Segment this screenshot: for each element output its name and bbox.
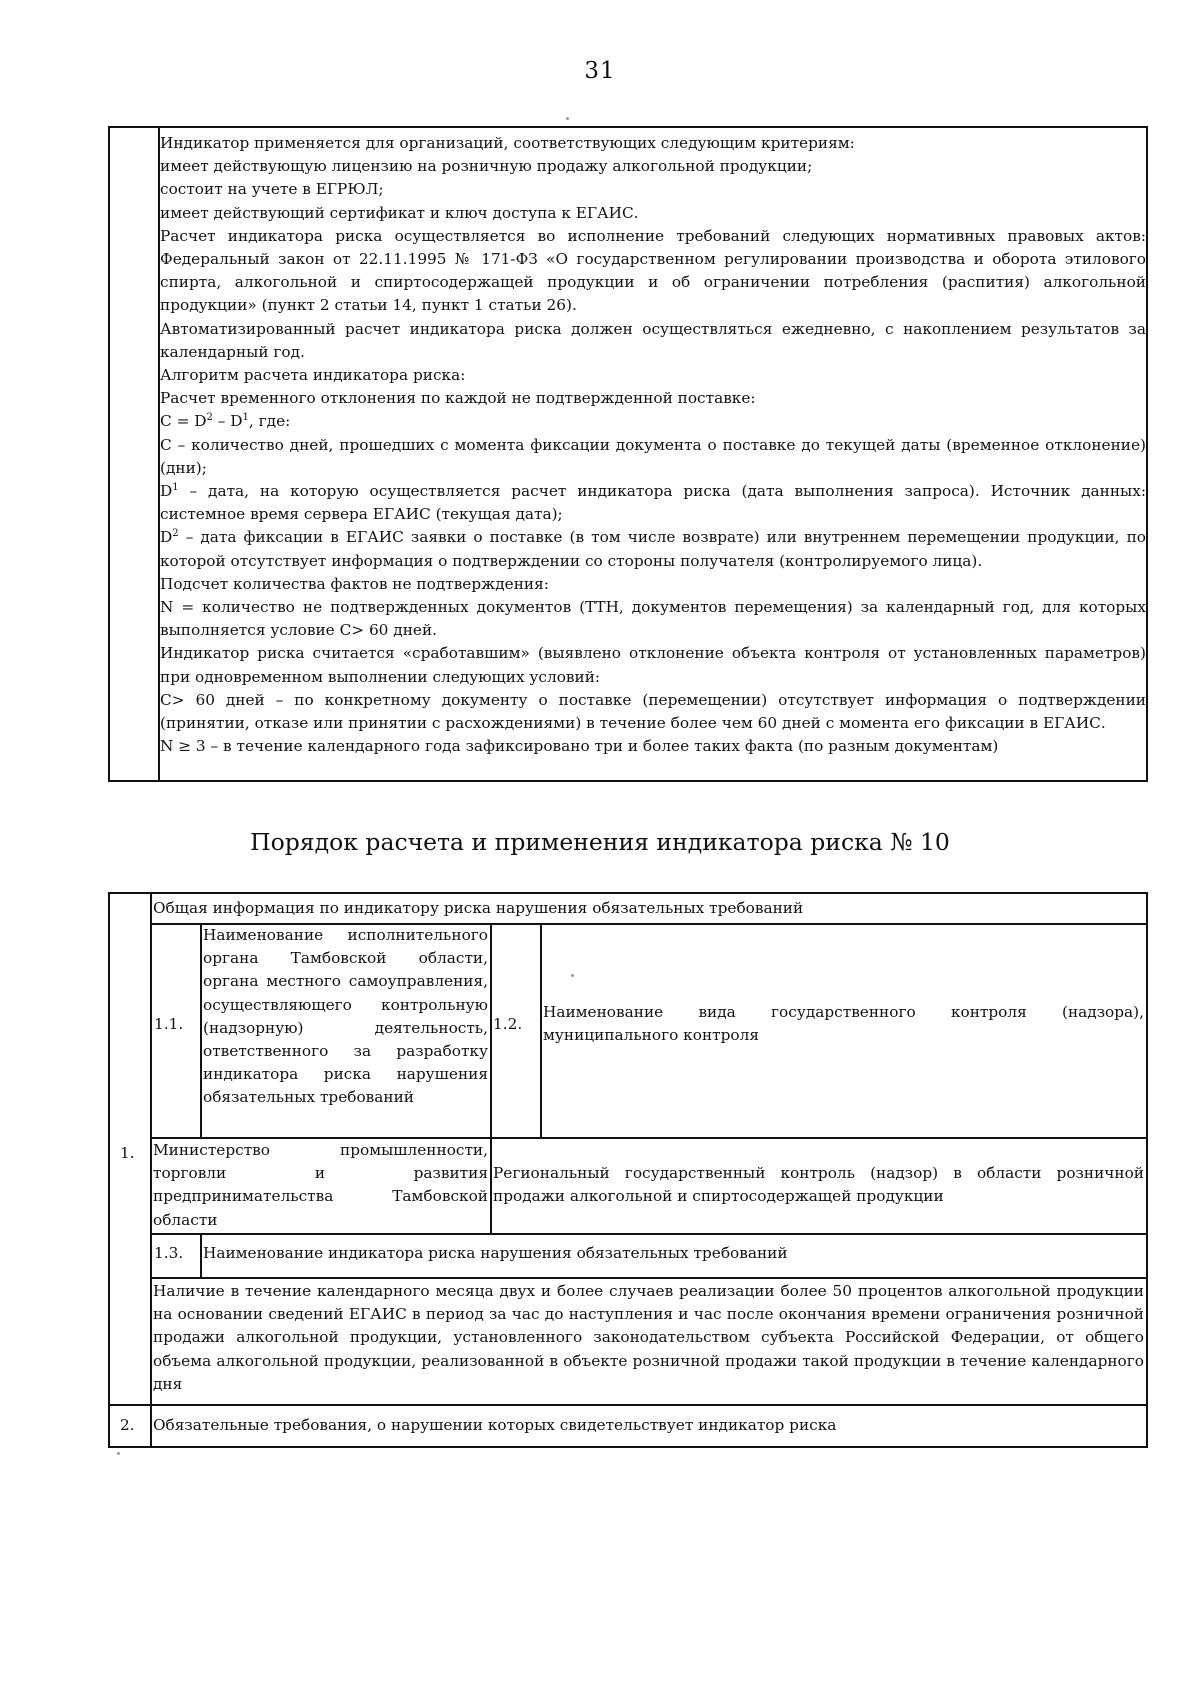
indicator-name-value: Наличие в течение календарного месяца двух и более случаев реализации более 50 процентов алкогольной продукции на основании сведений ЕГАИС в период за час до наступления и час после окончания времени ограничения розничной продажи алкогольной продукции, установленного законодательством субъекта Российской Федерации, от общего объема алкогольной продукции, реализованной в объекте розничной продажи такой продукции в течение календарного дня	[153, 1282, 1144, 1393]
row-number-1: 1.	[120, 1144, 135, 1162]
column-divider	[200, 923, 202, 1137]
section-title: Порядок расчета и применения индикатора риска № 10	[250, 828, 950, 856]
method-text	[160, 132, 1146, 758]
definition-d1: $D^1$ – дата, на которую осуществляется расчет индикатора риска (дата выполнения запроса). Источник данных: системное время сервера ЕГАИС (текущая дата);	[160, 481, 1146, 524]
indicator-10-table	[108, 892, 1148, 1448]
criteria-intro: Индикатор применяется для организаций, соответствующих следующим критериям:	[160, 134, 855, 152]
calculation-frequency: Автоматизированный расчет индикатора риска должен осуществляться ежедневно, с накоплением результатов за календарный год.	[160, 319, 1146, 361]
row-divider	[150, 1233, 1146, 1235]
control-type-value: Региональный государственный контроль (надзор) в области розничной продажи алкогольной и спиртосодержащей продукции	[493, 1164, 1144, 1206]
authority-value: Министерство промышленности, торговли и развития предпринимательства Тамбовской области	[153, 1141, 488, 1229]
row-number-2: 2.	[120, 1416, 135, 1434]
criteria-license: имеет действующую лицензию на розничную продажу алкогольной продукции;	[160, 157, 813, 176]
item-number-1-2: 1.2.	[493, 1015, 523, 1033]
column-divider	[150, 894, 152, 1446]
authority-label: Наименование исполнительного органа Тамбовской области, органа местного самоуправления, осуществляющего контрольную (надзорную) деятельность, ответственного за разработку индикатора риска нарушения обязательных требований	[203, 926, 488, 1107]
scan-speck	[117, 1452, 120, 1455]
column-divider	[200, 1233, 202, 1277]
row-divider	[150, 1277, 1146, 1279]
column-divider	[540, 923, 542, 1137]
scan-speck	[566, 117, 569, 120]
general-info-header: Общая информация по индикатору риска нарушения обязательных требований	[153, 899, 804, 917]
algorithm-heading: Алгоритм расчета индикатора риска:	[160, 366, 466, 385]
definition-c: C – количество дней, прошедших с момента фиксации документа о поставке до текущей даты (временное отклонение) (дни);	[160, 435, 1146, 477]
trigger-conditions: Индикатор риска считается «сработавшим» (выявлено отклонение объекта контроля от установленных параметров) при одновременном выполнении следующих условий:	[160, 644, 1146, 686]
item-number-1-3: 1.3.	[154, 1244, 184, 1262]
page-number: 31	[584, 58, 616, 84]
criteria-certificate: имеет действующий сертификат и ключ доступа к ЕГАИС.	[160, 203, 639, 222]
control-type-label: Наименование вида государственного контроля (надзора), муниципального контроля	[543, 1003, 1144, 1045]
scan-speck	[571, 974, 574, 977]
count-definition: N = количество не подтвержденных документов (ТТН, документов перемещения) за календарный год, для которых выполняется условие C> 60 дней.	[160, 598, 1146, 640]
indicator-name-label: Наименование индикатора риска нарушения обязательных требований	[203, 1244, 788, 1262]
row-divider	[110, 1404, 1146, 1406]
requirements-label: Обязательные требования, о нарушении которых свидетельствует индикатор риска	[153, 1416, 837, 1434]
item-number-1-1: 1.1.	[154, 1015, 184, 1033]
legal-basis: Расчет индикатора риска осуществляется во исполнение требований следующих нормативных правовых актов: Федеральный закон от 22.11.1995 № 171-ФЗ «О государственном регулировании производства и оборота этилового спирта, алкогольной и спиртосодержащей продукции и об ограничении потребления (распития) алкогольной продукции» (пункт 2 статьи 14, пункт 1 статьи 26).	[160, 226, 1146, 315]
count-heading: Подсчет количества фактов не подтверждения:	[160, 574, 549, 593]
column-divider	[490, 923, 492, 1233]
indicator-method-table	[108, 126, 1148, 782]
criteria-egrul: состоит на учете в ЕГРЮЛ;	[160, 180, 384, 199]
deviation-heading: Расчет временного отклонения по каждой не подтвержденной поставке:	[160, 389, 756, 408]
condition-c: C> 60 дней – по конкретному документу о поставке (перемещении) отсутствует информация о подтверждении (принятии, отказе или принятии с расхождениями) в течение более чем 60 дней с момента его фиксации в ЕГАИС.	[160, 690, 1146, 733]
condition-n: N ≥ 3 – в течение календарного года зафиксировано три и более таких факта (по разным документам)	[160, 737, 999, 756]
empty-number-column	[110, 128, 160, 780]
formula: $C = D^2 - D^1$, где:	[160, 412, 291, 431]
definition-d2: $D^2$ – дата фиксации в ЕГАИС заявки о поставке (в том числе возврате) или внутреннем перемещении продукции, по которой отсутствует информация о подтверждении со стороны получателя (контролируемого лица).	[160, 528, 1146, 570]
